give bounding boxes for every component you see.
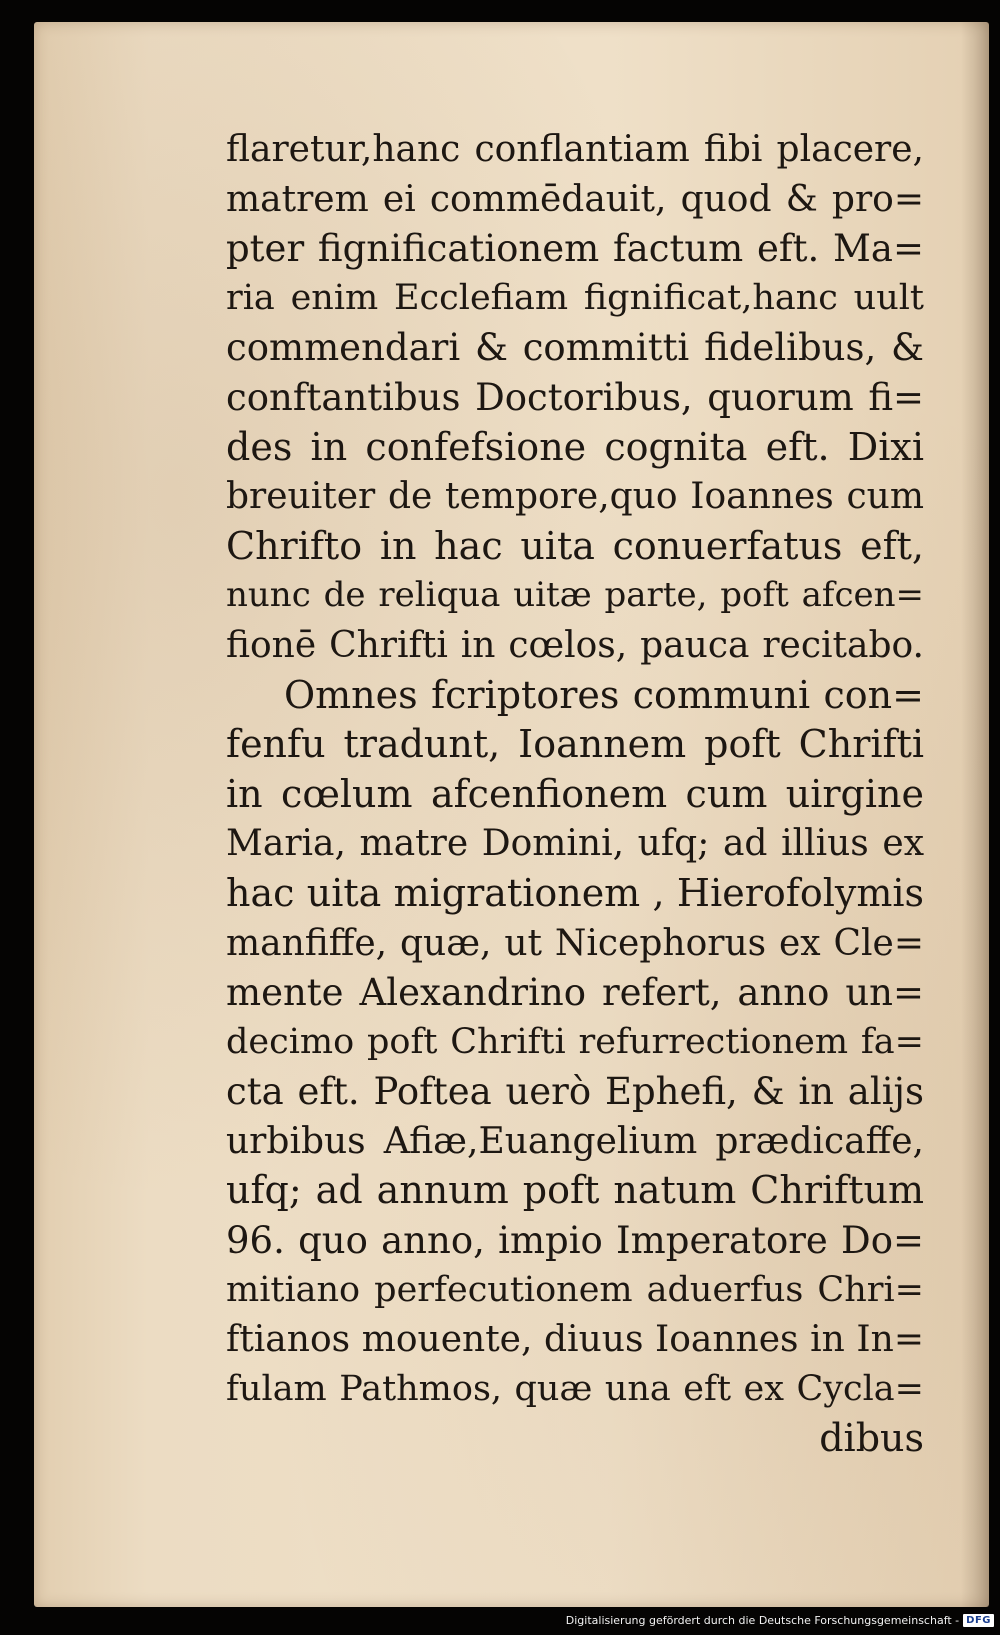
funding-credit-text: Digitalisierung gefördert durch die Deutsche Forschungsgemeinschaft - xyxy=(565,1613,960,1627)
text-line-12: Omnes fcriptores communi con= xyxy=(284,672,924,717)
text-line-21: urbibus Afiæ,Euangelium prædicaffe, xyxy=(226,1120,924,1162)
text-line-14: in cœlum afcenfionem cum uirgine xyxy=(226,771,924,816)
text-line-22: ufq; ad annum poft natum Chriftum xyxy=(226,1168,924,1213)
text-line-18: mente Alexandrino refert, anno un= xyxy=(226,971,924,1015)
text-line-7: des in confefsione cognita eft. Dixi xyxy=(226,424,924,469)
text-line-20: cta eft. Poftea uerò Ephefi, & in alijs xyxy=(226,1070,924,1114)
text-line-10: nunc de reliqua uitæ parte, poft afcen= xyxy=(226,575,924,616)
text-line-8: breuiter de tempore,quo Ioannes cum xyxy=(226,476,924,518)
digitization-footer xyxy=(566,1611,994,1629)
text-line-6: conftantibus Doctoribus, quorum fi= xyxy=(226,375,924,419)
text-line-3: pter fignificationem factum eft. Ma= xyxy=(226,227,924,271)
text-line-19: decimo poft Chrifti refurrectionem fa= xyxy=(226,1021,924,1062)
text-line-24: mitiano perfecutionem aduerfus Chri= xyxy=(226,1269,924,1310)
text-line-13: fenfu tradunt, Ioannem poft Chrifti xyxy=(226,722,924,767)
text-line-2: matrem ei commēdauit, quod & pro= xyxy=(226,178,924,220)
page-gutter-shadow xyxy=(961,22,989,1607)
text-line-11: fionē Chrifti in cœlos, pauca recitabo. xyxy=(226,624,924,666)
text-line-5: commendari & committi fidelibus, & xyxy=(226,326,924,370)
text-line-1: flaretur,hanc conflantiam fibi placere, xyxy=(226,129,924,170)
book-page xyxy=(34,22,989,1607)
page-text-block xyxy=(226,125,924,1464)
catchword: dibus xyxy=(819,1416,924,1461)
text-line-9: Chrifto in hac uita conuerfatus eft, xyxy=(226,523,924,568)
text-line-15: Maria, matre Domini, ufq; ad illius ex xyxy=(226,823,924,865)
text-line-26: fulam Pathmos, quæ una eft ex Cycla= xyxy=(226,1368,924,1409)
text-line-16: hac uita migrationem , Hierofolymis xyxy=(226,870,924,915)
text-line-23: 96. quo anno, impio Imperatore Do= xyxy=(226,1219,924,1263)
text-line-4: ria enim Ecclefiam fignificat,hanc uult xyxy=(226,277,924,318)
dfg-logo-icon: DFG xyxy=(963,1614,994,1627)
text-line-17: manfiffe, quæ, ut Nicephorus ex Cle= xyxy=(226,922,924,964)
text-line-25: ftianos mouente, diuus Ioannes in In= xyxy=(226,1319,924,1361)
